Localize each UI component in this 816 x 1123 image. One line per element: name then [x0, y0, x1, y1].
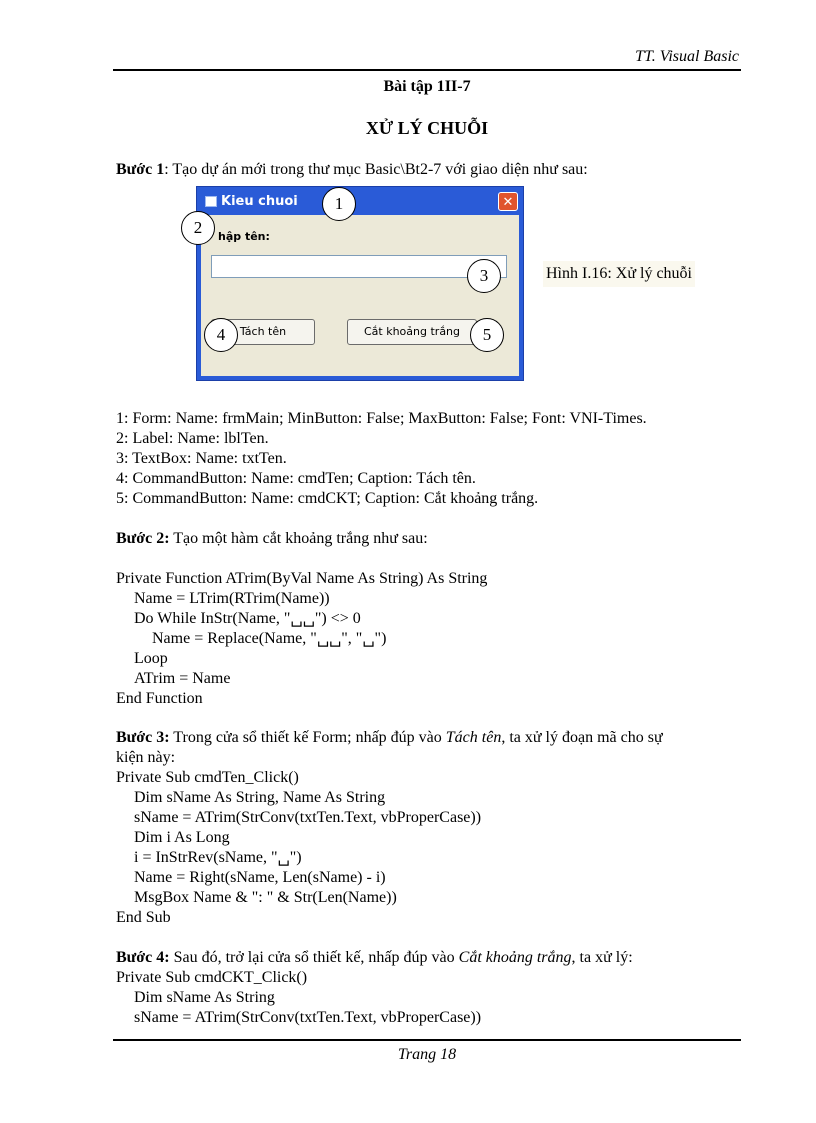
prop-line-3: 3: TextBox: Name: txtTen.: [116, 450, 287, 467]
code1-line-1: Private Function ATrim(ByVal Name As String) As String: [116, 570, 488, 587]
page-number: Trang 18: [397, 1046, 457, 1063]
code1-line-4: Name = Replace(Name, "␣␣", "␣"): [152, 630, 387, 647]
split-name-button[interactable]: Tách tên: [211, 319, 315, 345]
close-icon[interactable]: ✕: [498, 192, 518, 211]
code1-line-5: Loop: [134, 650, 168, 667]
step3-emph: Tách tên: [445, 729, 502, 746]
code3-line-2: Dim sName As String: [134, 989, 275, 1006]
step1-text: : Tạo dự án mới trong thư mục Basic\Bt2-7 với giao diện như sau:: [164, 161, 588, 178]
running-header: TT. Visual Basic: [635, 48, 739, 65]
callout-2: 2: [181, 211, 215, 245]
prop-line-1: 1: Form: Name: frmMain; MinButton: False; MaxButton: False; Font: VNI-Times.: [116, 410, 647, 427]
prop-line-4: 4: CommandButton: Name: cmdTen; Caption: Tách tên.: [116, 470, 476, 487]
step3-label: Bước 3:: [116, 729, 170, 746]
step4-text-a: Sau đó, trở lại cửa sổ thiết kế, nhấp đúp vào: [169, 949, 459, 966]
trim-spaces-button[interactable]: Cắt khoảng trắng: [347, 319, 477, 345]
step4-paragraph: [116, 948, 633, 968]
code1-line-6: ATrim = Name: [134, 670, 231, 687]
prop-line-2: 2: Label: Name: lblTen.: [116, 430, 269, 447]
step2-text: Tạo một hàm cắt khoảng trắng như sau:: [169, 530, 428, 547]
callout-1: 1: [322, 187, 356, 221]
prop-line-5: 5: CommandButton: Name: cmdCKT; Caption: Cắt khoảng trắng.: [116, 490, 539, 507]
step3-paragraph: [116, 728, 663, 748]
code2-line-4: Dim i As Long: [134, 829, 230, 846]
code1-line-7: End Function: [116, 690, 203, 707]
code3-line-1: Private Sub cmdCKT_Click(): [116, 969, 308, 986]
name-label: hập tên:: [218, 230, 270, 243]
code2-line-1: Private Sub cmdTen_Click(): [116, 769, 299, 786]
step3-text-a: Trong cửa sổ thiết kế Form; nhấp đúp vào: [169, 729, 446, 746]
step1-label: Bước 1: [116, 161, 165, 178]
header-rule: [113, 69, 741, 71]
callout-4: 4: [204, 318, 238, 352]
form-icon: [205, 196, 217, 207]
callout-5: 5: [470, 318, 504, 352]
exercise-title: XỬ LÝ CHUỖI: [365, 118, 489, 138]
step1-paragraph: [116, 160, 588, 180]
step2-paragraph: [116, 529, 428, 549]
name-textbox[interactable]: [211, 255, 507, 278]
code2-line-6: Name = Right(sName, Len(sName) - i): [134, 869, 386, 886]
footer-rule: [113, 1039, 741, 1041]
step3-text-b: , ta xử lý đoạn mã cho sự: [501, 729, 663, 746]
code1-line-3: Do While InStr(Name, "␣␣") <> 0: [134, 610, 361, 627]
code3-line-3: sName = ATrim(StrConv(txtTen.Text, vbProperCase)): [134, 1009, 482, 1026]
dialog-client-area: [201, 215, 519, 376]
code2-line-8: End Sub: [116, 909, 171, 926]
code2-line-7: MsgBox Name & ": " & Str(Len(Name)): [134, 889, 397, 906]
dialog-titlebar: [197, 187, 523, 215]
step3-continuation: kiện này:: [116, 749, 176, 766]
code1-line-2: Name = LTrim(RTrim(Name)): [134, 590, 330, 607]
code2-line-5: i = InStrRev(sName, "␣"): [134, 849, 302, 866]
step4-emph: Cắt khoảng trắng: [458, 949, 572, 966]
code2-line-2: Dim sName As String, Name As String: [134, 789, 386, 806]
figure-caption: Hình I.16: Xử lý chuỗi: [543, 261, 695, 287]
step2-label: Bước 2:: [116, 530, 170, 547]
step4-text-b: , ta xử lý:: [571, 949, 633, 966]
callout-3: 3: [467, 259, 501, 293]
exercise-number: Bài tập 1II-7: [383, 78, 471, 95]
dialog-title: Kieu chuoi: [221, 194, 298, 209]
step4-label: Bước 4:: [116, 949, 170, 966]
code2-line-3: sName = ATrim(StrConv(txtTen.Text, vbProperCase)): [134, 809, 482, 826]
